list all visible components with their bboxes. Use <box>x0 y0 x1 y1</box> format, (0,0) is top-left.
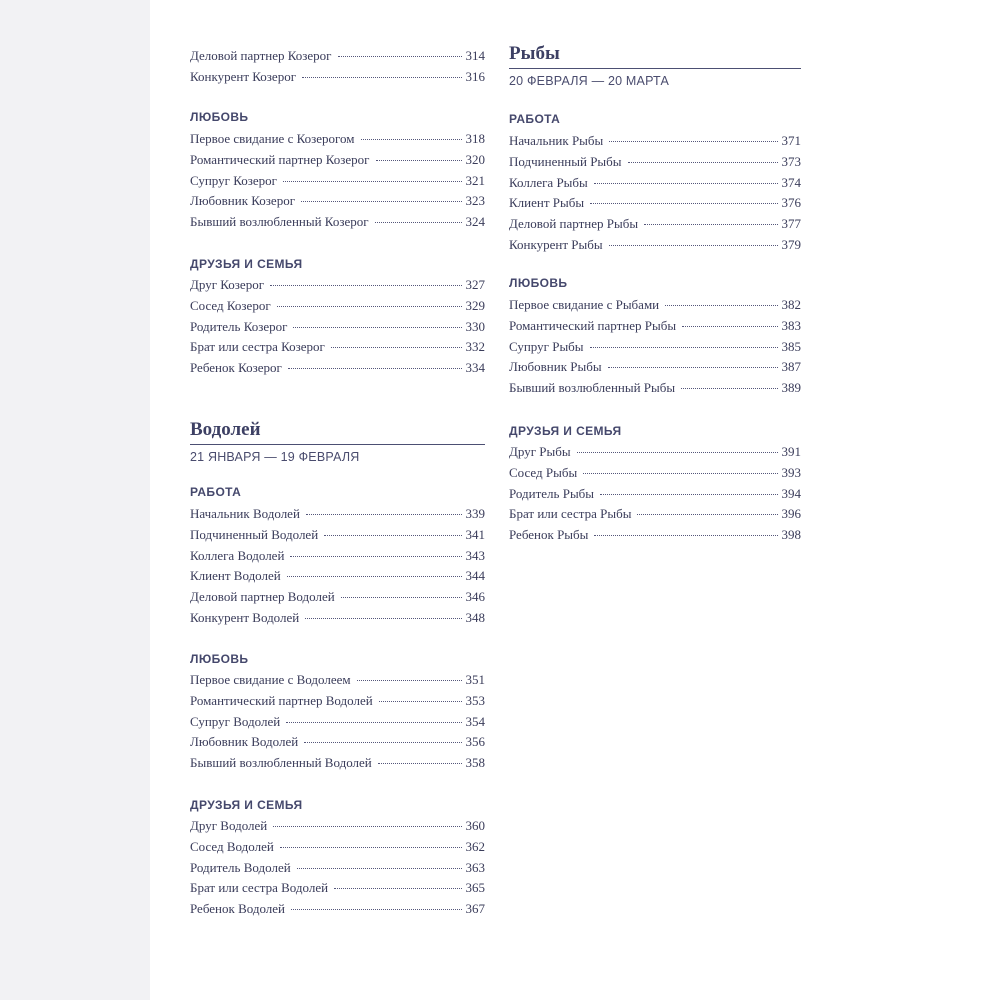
toc-entry-label: Друг Водолей <box>190 818 268 833</box>
toc-entry[interactable] <box>190 753 485 774</box>
toc-entry[interactable] <box>509 193 801 214</box>
toc-entry-label: Бывший возлюбленный Рыбы <box>509 380 676 396</box>
toc-entry-label: Романтический партнер Козерог <box>190 151 370 167</box>
toc-entry-page-number: 334 <box>465 360 485 376</box>
dot-leader <box>357 679 462 681</box>
toc-entry-label: Подчиненный Рыбы <box>509 153 622 169</box>
toc-entry-page-number: 343 <box>465 547 485 563</box>
toc-entry[interactable] <box>509 152 801 173</box>
toc-entry[interactable] <box>190 670 485 691</box>
toc-entry-page-number: 324 <box>465 214 485 230</box>
toc-entry-page-number: 358 <box>465 755 485 771</box>
dot-leader <box>297 867 462 869</box>
dot-leader <box>628 161 778 163</box>
toc-entry-label: Романтический партнер Рыбы <box>509 317 677 333</box>
dot-leader <box>270 284 461 286</box>
dot-leader <box>583 472 777 474</box>
toc-entry-label: Романтический партнер Водолей <box>190 692 373 708</box>
pisces-dates: 20 ФЕВРАЛЯ — 20 МАРТА <box>509 74 670 88</box>
toc-entry-page-number: 393 <box>781 464 801 480</box>
toc-entry[interactable] <box>190 504 485 525</box>
toc-entry[interactable] <box>509 357 801 378</box>
dot-leader <box>594 534 777 536</box>
dot-leader <box>305 617 461 619</box>
toc-entry[interactable] <box>190 712 485 733</box>
toc-entry-page-number: 346 <box>465 589 485 605</box>
dot-leader <box>301 200 461 202</box>
toc-entry-page-number: 387 <box>781 359 801 375</box>
toc-entry-page-number: 339 <box>465 506 485 521</box>
toc-entry-page-number: 316 <box>465 68 485 84</box>
toc-entry[interactable] <box>190 317 485 338</box>
toc-entry-label: Клиент Водолей <box>190 568 281 584</box>
toc-entry[interactable] <box>190 858 485 879</box>
toc-entry-label: Первое свидание с Водолеем <box>190 672 351 687</box>
dot-leader <box>577 451 778 453</box>
dot-leader <box>590 346 778 348</box>
toc-entry[interactable] <box>190 275 485 296</box>
toc-entry[interactable] <box>509 316 801 337</box>
toc-entry-page-number: 314 <box>465 48 485 63</box>
toc-entry[interactable] <box>509 295 801 316</box>
toc-entry-label: Бывший возлюбленный Козерог <box>190 214 369 230</box>
toc-entry-label: Конкурент Козерог <box>190 68 297 84</box>
dot-leader <box>361 138 462 140</box>
toc-entry[interactable] <box>509 484 801 505</box>
capricorn-family-heading: ДРУЗЬЯ И СЕМЬЯ <box>190 257 303 271</box>
capricorn-love-heading: ЛЮБОВЬ <box>190 110 249 124</box>
toc-entry-page-number: 348 <box>465 609 485 625</box>
dot-leader <box>637 513 777 515</box>
toc-entry[interactable] <box>190 837 485 858</box>
toc-entry-page-number: 382 <box>781 297 801 312</box>
dot-leader <box>277 305 462 307</box>
dot-leader <box>291 908 461 910</box>
aquarius-dates: 21 ЯНВАРЯ — 19 ФЕВРАЛЯ <box>190 450 360 464</box>
toc-entry-page-number: 327 <box>465 277 485 292</box>
toc-entry-page-number: 321 <box>465 172 485 188</box>
dot-leader <box>304 741 461 743</box>
toc-entry-page-number: 373 <box>781 153 801 169</box>
dot-leader <box>609 140 777 142</box>
toc-entry-label: Родитель Козерог <box>190 318 288 334</box>
dot-leader <box>644 223 777 225</box>
pisces-title: Рыбы <box>509 43 560 64</box>
toc-entry-label: Друг Рыбы <box>509 444 571 459</box>
toc-entry-page-number: 360 <box>465 818 485 833</box>
toc-entry[interactable] <box>190 191 485 212</box>
dot-leader <box>334 887 461 889</box>
toc-entry-label: Брат или сестра Козерог <box>190 339 325 355</box>
toc-entry-page-number: 377 <box>781 216 801 232</box>
aquarius-love-heading: ЛЮБОВЬ <box>190 652 249 666</box>
dot-leader <box>378 762 462 764</box>
toc-entry-page-number: 330 <box>465 318 485 334</box>
dot-leader <box>665 304 777 306</box>
toc-entry[interactable] <box>190 129 485 150</box>
dot-leader <box>331 346 462 348</box>
dot-leader <box>609 244 778 246</box>
toc-entry[interactable] <box>190 150 485 171</box>
aquarius-family-list <box>190 816 485 920</box>
dot-leader <box>273 825 461 827</box>
toc-entry[interactable] <box>190 899 485 920</box>
pisces-family-list <box>509 442 801 546</box>
toc-entry-label: Родитель Водолей <box>190 859 291 875</box>
toc-entry-label: Деловой партнер Рыбы <box>509 216 639 232</box>
pisces-header <box>509 42 801 89</box>
book-page <box>150 0 1000 1000</box>
dot-leader <box>280 846 462 848</box>
toc-entry-label: Подчиненный Водолей <box>190 526 319 542</box>
pisces-rule <box>509 68 801 69</box>
toc-entry[interactable] <box>190 566 485 587</box>
pisces-love-heading: ЛЮБОВЬ <box>509 276 568 290</box>
capricorn-family-list <box>190 275 485 379</box>
dot-leader <box>302 76 461 78</box>
toc-entry[interactable] <box>190 732 485 753</box>
toc-entry[interactable] <box>190 358 485 379</box>
dot-leader <box>608 366 778 368</box>
capricorn-work-tail-list <box>190 46 485 88</box>
toc-entry-page-number: 363 <box>465 859 485 875</box>
toc-entry-label: Любовник Козерог <box>190 193 296 209</box>
toc-entry[interactable] <box>509 235 801 256</box>
pisces-work-list <box>509 131 801 256</box>
toc-entry-page-number: 362 <box>465 838 485 854</box>
toc-entry-label: Брат или сестра Водолей <box>190 880 329 896</box>
toc-entry-page-number: 383 <box>781 317 801 333</box>
toc-entry-label: Ребенок Рыбы <box>509 527 589 543</box>
toc-entry[interactable] <box>190 587 485 608</box>
toc-entry[interactable] <box>190 816 485 837</box>
toc-entry-page-number: 332 <box>465 339 485 355</box>
dot-leader <box>324 534 461 536</box>
toc-entry-page-number: 351 <box>465 672 485 687</box>
pisces-love-list <box>509 295 801 399</box>
dot-leader <box>681 387 777 389</box>
toc-entry-label: Бывший возлюбленный Водолей <box>190 755 372 771</box>
toc-entry-page-number: 398 <box>781 527 801 543</box>
toc-entry-page-number: 356 <box>465 734 485 750</box>
toc-entry-label: Клиент Рыбы <box>509 195 585 211</box>
toc-entry-label: Конкурент Рыбы <box>509 236 603 252</box>
aquarius-family-heading: ДРУЗЬЯ И СЕМЬЯ <box>190 798 303 812</box>
toc-entry-label: Друг Козерог <box>190 277 265 292</box>
toc-entry-page-number: 353 <box>465 692 485 708</box>
toc-entry-label: Любовник Водолей <box>190 734 299 750</box>
toc-entry-page-number: 391 <box>781 444 801 459</box>
toc-entry[interactable] <box>190 878 485 899</box>
toc-entry[interactable] <box>190 337 485 358</box>
dot-leader <box>290 555 461 557</box>
dot-leader <box>594 182 778 184</box>
dot-leader <box>286 721 461 723</box>
toc-entry-page-number: 376 <box>781 195 801 211</box>
dot-leader <box>293 326 461 328</box>
toc-entry[interactable] <box>509 442 801 463</box>
toc-entry-label: Деловой партнер Козерог <box>190 48 332 63</box>
toc-entry-page-number: 365 <box>465 880 485 896</box>
toc-entry-label: Супруг Водолей <box>190 713 281 729</box>
toc-entry-label: Коллега Рыбы <box>509 174 588 190</box>
capricorn-love-list <box>190 129 485 233</box>
toc-entry[interactable] <box>190 296 485 317</box>
toc-entry[interactable] <box>190 546 485 567</box>
aquarius-title: Водолей <box>190 419 261 440</box>
toc-entry-label: Супруг Козерог <box>190 172 277 188</box>
toc-entry-label: Первое свидание с Рыбами <box>509 297 660 312</box>
toc-entry-label: Супруг Рыбы <box>509 338 584 354</box>
dot-leader <box>682 325 777 327</box>
toc-entry-label: Конкурент Водолей <box>190 609 300 625</box>
toc-entry[interactable] <box>509 337 801 358</box>
toc-entry[interactable] <box>509 378 801 399</box>
aquarius-header <box>190 418 485 465</box>
toc-entry[interactable] <box>190 691 485 712</box>
toc-entry[interactable] <box>190 525 485 546</box>
toc-entry-label: Ребенок Водолей <box>190 901 286 917</box>
aquarius-rule <box>190 444 485 445</box>
aquarius-work-list <box>190 504 485 629</box>
toc-entry-page-number: 320 <box>465 151 485 167</box>
toc-entry-label: Сосед Рыбы <box>509 464 578 480</box>
toc-entry-label: Начальник Рыбы <box>509 133 604 148</box>
toc-entry-label: Сосед Козерог <box>190 297 271 313</box>
toc-entry[interactable] <box>509 463 801 484</box>
toc-entry-label: Сосед Водолей <box>190 838 274 854</box>
toc-entry[interactable] <box>190 46 485 67</box>
dot-leader <box>590 202 777 204</box>
dot-leader <box>375 221 462 223</box>
toc-entry-page-number: 385 <box>781 338 801 354</box>
toc-entry-label: Брат или сестра Рыбы <box>509 506 632 522</box>
toc-entry-page-number: 323 <box>465 193 485 209</box>
aquarius-work-heading: РАБОТА <box>190 485 242 499</box>
toc-entry[interactable] <box>509 131 801 152</box>
toc-entry-label: Деловой партнер Водолей <box>190 589 335 605</box>
dot-leader <box>338 55 462 57</box>
toc-entry[interactable] <box>190 212 485 233</box>
toc-entry-label: Любовник Рыбы <box>509 359 602 375</box>
toc-entry-page-number: 379 <box>781 236 801 252</box>
toc-entry-label: Первое свидание с Козерогом <box>190 131 355 146</box>
toc-entry[interactable] <box>509 504 801 525</box>
dot-leader <box>306 513 462 515</box>
toc-entry[interactable] <box>509 214 801 235</box>
toc-entry-page-number: 354 <box>465 713 485 729</box>
toc-entry[interactable] <box>190 67 485 88</box>
toc-entry-label: Коллега Водолей <box>190 547 285 563</box>
dot-leader <box>376 159 462 161</box>
dot-leader <box>600 493 777 495</box>
dot-leader <box>287 575 462 577</box>
pisces-family-heading: ДРУЗЬЯ И СЕМЬЯ <box>509 424 622 438</box>
toc-entry-page-number: 389 <box>781 380 801 396</box>
toc-entry-label: Ребенок Козерог <box>190 360 282 376</box>
toc-entry-page-number: 396 <box>781 506 801 522</box>
toc-entry-page-number: 394 <box>781 485 801 501</box>
toc-entry-label: Начальник Водолей <box>190 506 300 521</box>
toc-entry[interactable] <box>190 608 485 629</box>
dot-leader <box>283 180 462 182</box>
pisces-work-heading: РАБОТА <box>509 112 561 126</box>
toc-entry-page-number: 341 <box>465 526 485 542</box>
toc-entry[interactable] <box>190 171 485 192</box>
toc-entry-page-number: 367 <box>465 901 485 917</box>
dot-leader <box>341 596 462 598</box>
toc-entry-page-number: 374 <box>781 174 801 190</box>
toc-entry-page-number: 344 <box>465 568 485 584</box>
toc-entry[interactable] <box>509 525 801 546</box>
dot-leader <box>379 700 462 702</box>
toc-entry-page-number: 318 <box>465 131 485 146</box>
toc-entry-page-number: 371 <box>781 133 801 148</box>
aquarius-love-list <box>190 670 485 774</box>
toc-entry-label: Родитель Рыбы <box>509 485 595 501</box>
toc-entry-page-number: 329 <box>465 297 485 313</box>
dot-leader <box>288 367 462 369</box>
toc-entry[interactable] <box>509 173 801 194</box>
